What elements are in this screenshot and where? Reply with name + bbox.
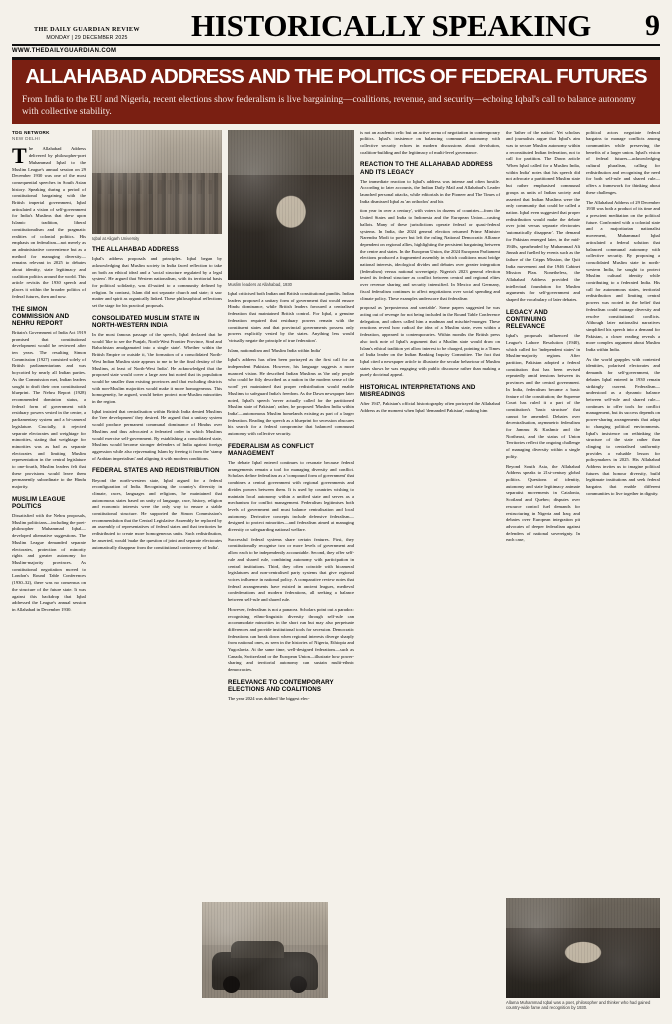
paragraph: political actors negotiate federal bargains to manage conflicts among communities while preserving the benefits of a larger union. Iqbal's vision of federal futures—acknowledging cultural pluralism, calling for redistribution and recognising the need for both self-rule and shared rule—offers a framework for thinking about these challenges. [586,129,660,195]
paragraph: is not an academic relic but an active arena of negotiation in contemporary politics. Iqbal's insistence on balancing communal autonomy with collective security echoes in modern discussions about devolution, coalition-building and the legitimacy of multi-level governance. [360,129,500,155]
masthead-left [12,26,162,41]
paragraph: However, federalism is not a panacea. Scholars point out a paradox: recognising ethno-linguistic diversity through self-rule can accommodate minorities in the short run but may also perpetuate differences and provide institutional tools for secession. Democratic federations can break down when regional interests diverge sharply from national ones, as seen in the histories of Nigeria, Ethiopia and Yugoslavia. At the same time, well-designed federations—such as Canada, Switzerland or the European Union—illustrate how power-sharing and territorial autonomy can sustain multi-ethnic democracies. [228,606,354,673]
publication-dateline: MONDAY | 29 DECEMBER 2025 [46,34,128,41]
photo-archival-group [228,130,354,280]
section-heading: FEDERAL STATES AND REDISTRIBUTION [92,467,220,475]
column-3 [228,130,354,1004]
page-title: HISTORICALLY SPEAKING [191,8,591,43]
paragraph: The immediate reaction to Iqbal's address was intense and often hostile. According to later accounts, the Indian Daily Mail and Allahabad's Leader launched personal attacks, while editorials in the Pioneer and The Times of India dismissed Iqbal as 'an orthodox' and his [360,178,500,204]
photo-vintage-car-wrap [202,902,328,998]
section-heading: THE SIMON COMMISSION AND NEHRU REPORT [12,305,70,327]
paragraph: Successful federal systems share certain features. First, they constitutionally recognise two or more levels of government and allow each to be independently accountable. Second, they offer self-rule and shared rule, combining autonomy with participation in central institutions. Third, they often coincide with bicameral legislatures and non-centralised party systems that give regional voices influence in national policy. A comparative review notes that federal arrangements have existed in ancient leagues, medieval confederations and modern federations, all seeking a balance between self-rule and shared rule. [228,536,354,603]
paragraph: The Allahabad Address of 29 December 1930 was both a product of its time and a prescient meditation on the political future. Confronted with a colonial state and a majoritarian nationalist movement, Muhammad Iqbal articulated a federal solution that balanced communal autonomy with collective security. By proposing a consolidated Muslim state in north-western India, he sought to protect Muslim cultural identity while contributing to a federated India. His call for autonomous states, territorial redistribution and limiting central powers was rooted in the belief that federalism could manage diversity and resolve constitutional conflicts. Although later nationalist narratives simplified his speech into a demand for Pakistan, a closer reading reveals a more complex argument about Muslim India within India. [586,199,660,353]
paragraph: Iqbal's address proposals and principles. Iqbal began by acknowledging that Muslim society in India faced reflection to take on both an ethical ideal and a 'social structure regulated by a legal system'. He argued that Western nationalism, with its territorial basis for political solidarity, was ill-suited to a community defined by religion. In contrast, Islam did not separate church and state; it saw matter and spirit as organically linked. These philosophical reflections set the stage for his practical proposals. [92,256,222,309]
section-heading: FEDERALISM AS CONFLICT MANAGEMENT [228,442,315,457]
masthead-url-row [12,46,660,60]
masthead [12,10,660,46]
section-heading: REACTION TO THE ALLAHABAD ADDRESS AND ITS LEGACY [360,161,493,176]
hero-banner [12,60,660,124]
photo-vintage-car [202,902,328,998]
paragraph: the 'father of the nation'. Yet scholars and journalists argue that Iqbal's aim was to secure Muslim autonomy within a reconstituted Indian federation, not to call for partition. The Dawn article 'When Iqbal called for a Muslim India, within India' notes that his speech did not advocate a partitioned Muslim state but rather emphasised communal groups as units of Indian society and asserted that Indian Muslims were the only community that could be called a nation. Iqbal even suggested that proper redistribution would make the debate over joint versus separate electorates 'automatically disappear'. The demand for Pakistan emerged later, in the mid-1940s, spearheaded by Muhammad Ali Jinnah and fuelled by events such as the failure of the Cripps Mission, the Quit India movement and the 1946 Cabinet Mission Plan. Nonetheless, the Allahabad Address provided the intellectual foundation for Muslim arguments for self-government and shaped the vocabulary of later debates. [506,129,580,303]
photo-caption: Iqbal at Aligarh University [92,235,140,241]
section-heading: MUSLIM LEAGUE POLITICS [12,495,66,510]
paragraph: Iqbal insisted that centralisation within British India denied Muslims the 'free development' they desired. He argued that a unitary system would produce permanent communal dominance of Hindus over Muslims and thus advocated a federated order in which Muslims would exercise self-government. By establishing a consolidated state, Muslims would become stronger defenders of India against foreign aggression while also rejuvenating Islam by freeing it from the 'stamp of Arabian imperialism' and aligning it with modern conditions. [92,408,222,461]
byline-location: NEW DELHI [12,135,41,141]
paragraph: Islam, nationalism and 'Muslim India within India' [228,347,321,353]
section-heading: CONSOLIDATED MUSLIM STATE IN NORTH-WESTERN INDIA [92,314,200,329]
paragraph: Beyond South Asia, the Allahabad Address speaks to 21st-century global politics. Questions of identity, autonomy and state legitimacy animate separatist movements in Catalonia, Scotland and Quebec; disputes over resource control fuel demands for restructuring in Nigeria and Iraq; and debates over European integration pit advocates of deeper federalism against defenders of national sovereignty. In each case, [506,463,580,543]
article-body [12,130,660,1004]
paragraph: proposal as 'preposterous and unviable'. Some papers suggested he was acting out of revenge for not being included in the Round Table Conference delegation, and others called him a madman and mischief-monger. These reactions reveal how radical the idea of a Muslim state, even within a federation, appeared to contemporaries. Within months the British press also took note of Iqbal's argument that a Muslim state would draw on Islam's ethical tradition yet allow interest to be charged, pointing to a Times of India leader on the Indian Banking Inquiry Committee. The fact that Iqbal cited a newspaper article to illustrate the secular behaviour of Muslim states shows he was engaging with public discourse rather than making a purely doctrinal appeal. [360,305,500,378]
photo-caption: Muslim leaders at Allahabad, 1930 [228,281,293,287]
paragraph: After 1947, Pakistan's official historiography often portrayed the Allahabad Address as the moment when Iqbal 'demanded Pakistan', making him [360,401,500,413]
paragraph: The year 2024 was dubbed 'the biggest elec- [228,696,310,702]
byline-author: TDG NETWORK [12,129,50,135]
column-2 [92,130,222,1004]
paragraph: The debate Iqbal entered continues to resonate because federal arrangements remain a tool for managing diversity and conflict. Scholars define federalism as a 'compound form of government' that combines a central government with regional governments and divides powers between them. It is used by countries wishing to maintain local autonomy within a unified state and serves as a mechanism for conflict management. Federalism legitimises both levels of government and must balance centralisation and local autonomy. Derivative concepts include defensive federalism—designed to protect minorities—and federalism aimed at managing diversity or safeguarding national welfare. [228,460,354,533]
photo-iqbal-portrait-wrap [506,898,660,1011]
column-1 [12,130,86,1004]
paragraph: Iqbal criticised both Indian and British constitutional pundits. Indian leaders proposed a unitary form of government that would ensure Hindu dominance, while British leaders favoured a centralised federation that maintained British control. For Iqbal, a genuine federation required that residuary powers remain with the constituent states and that provincial governments possess only powers explicitly vested by the states. Anything less would 'virtually negate the principle of true federation'. [228,291,354,343]
byline [12,130,86,143]
paragraph: As the world grapples with contested identities, polarised electorates and demands for self-government, the debates Iqbal entered in 1930 remain strikingly current. Federalism—understood as a dynamic balance between self-rule and shared rule—continues to offer tools for conflict management, but its success depends on power-sharing arrangements that adapt to changing political environments. Iqbal's insistence on rethinking the structure of the state rather than clinging to centralised uniformity provides a valuable lesson for policymakers in 2025. His Allahabad Address invites us to imagine political futures that honour diversity, build legitimate institutions and seek federal bargains that enable different communities to live together in dignity. [586,356,660,496]
website-url[interactable]: WWW.THEDAILYGUARDIAN.COM [12,48,117,54]
paragraph: Iqbal's address has often been portrayed as the first call for an independent Pakistan. However, his language suggests a more nuanced vision. He described Indian Muslims as 'the only people who could be fitly described as a nation in the modern sense of the word' yet maintained that proper redistribution would enable Muslims to safeguard India's freedom. As the Dawn newspaper later noted, Iqbal's speech 'never actually called for the partitioned Muslim state of Pakistan'; rather, he proposed 'Muslim India within India'—autonomous Muslim homelands existing as part of a larger federation. Reading the speech as a blueprint for secession obscures his search for a federal compromise that balanced communal autonomy with collective security. [228,357,354,437]
section-heading: LEGACY AND CONTINUING RELEVANCE [506,308,548,331]
photo-iqbal-aligarh [92,130,222,234]
section-heading: HISTORICAL INTERPRETATIONS AND MISREADINGS [360,384,476,399]
column-4 [360,130,500,1004]
paragraph: Iqbal's proposals influenced the League's Lahore Resolution (1940), which called for 'independent states' in Muslim-majority regions. After partition, Pakistan adopted a federal constitution that has been revised repeatedly amid tensions between its provinces and the central government. In India, federalism became a basic feature of the constitution; the Supreme Court has ruled it a part of the constitution's 'basic structure' that cannot be amended. Debates over decentralisation, asymmetric federalism for Jammu & Kashmir and the Northeast, and the status of Union Territories reflect the ongoing challenge of managing diversity within a single polity. [506,333,580,459]
photo-iqbal-portrait [506,898,660,998]
column-5 [506,130,580,1004]
paragraph: The Allahabad Address delivered by philosopher-poet Muhammad Iqbal to the Muslim League's annual session on 29 December 1930 was one of the most consequential speeches in South Asian history. Speaking during a period of constitutional bargaining with the British imperial government, Iqbal articulated a vision of self-government for India's Muslims that drew upon Islamic tradition, liberal constitutionalism and the pragmatic realities of colonial politics. His emphasis on federalism—not merely as an administrative convenience but as a method for managing diversity—remains relevant in 2025 to debates about identity, state legitimacy and coalition politics around the world. This article revisits the 1930 speech and places it within the broader politics of federal futures, then and now. [12,143,86,299]
paragraph: Dissatisfied with the Nehru proposals, Muslim politicians—including the poet-philosopher Muhammad Iqbal—developed alternative suggestions. The Muslim League demanded separate electorates, protection of minority rights and greater autonomy for Muslim-majority provinces. As constitutional negotiation moved to London's Round Table Conferences (1930–32), there was no consensus on the structure of the future state. It was against this backdrop that Iqbal addressed the League's annual session in Allahabad in December 1930. [12,513,86,612]
publication-name: THE DAILY GUARDIAN REVIEW [34,25,140,33]
paragraph: tion year in over a century', with voters in dozens of countries—from the United States and India to Indonesia and the European Union—casting ballots. Many of these jurisdictions operate federal or quasi-federal systems. In India, the 2024 general election returned Prime Minister Narendra Modi to power but left the ruling National Democratic Alliance dependent on regional allies, highlighting the persistent bargaining between the centre and states. In the European Union, the 2024 European Parliament elections produced a fragmented assembly in which coalitions must bridge national interests, ideological divides and debates over greater integration (federalism) versus national sovereignty. Nigeria's 2023 general election tested its federal structure as conflict between central and regional elites over revenue sharing and security intensified. In Mexico and Germany, fiscal federalism continues to affect negotiations over social spending and climate policy. These examples underscore that federalism [360,208,500,301]
article-standfirst: From India to the EU and Nigeria, recent elections show federalism is live bargaining—coalitions, revenue, and security—echoing Iqbal's call to balance autonomy with collective stability. [22,94,636,117]
section-heading: THE ALLAHABAD ADDRESS [92,246,180,254]
article-headline: ALLAHABAD ADDRESS AND THE POLITICS OF FEDERAL FUTURES [25,65,647,88]
paragraph: Beyond the north-western state, Iqbal argued for a federal reconfiguration of India. Recognising the country's diversity in climate, races, languages and religions, he maintained that autonomous states based on unity of language, race, history, religion and economic interests were the only way to ensure a stable constitutional structure. He supported the Simon Commission's recommendation that the Central Legislative Assembly be replaced by an assembly of representatives of federal states and that territories be redistributed to create more homogeneous units. Such redistribution, he asserted, would 'make the question of joint and separate electorates automatically disappear from the constitutional controversy of India'. [92,477,222,550]
section-heading: RELEVANCE TO CONTEMPORARY ELECTIONS AND COALITIONS [228,678,334,693]
column-6 [586,130,660,1004]
photo-caption: Allama Muhammad Iqbal was a poet, philosopher and thinker who had gained country-wide fame and recognition by 1930. [506,1000,651,1011]
paragraph: In the most famous passage of the speech, Iqbal declared that he would 'like to see the Punjab, North-West Frontier Province, Sind and Baluchistan amalgamated into a single state'. Whether within the British Empire or outside it, 'the formation of a consolidated North-West Indian Muslim state appears to me to be the final destiny of the Muslims, at least of North-West India'. He acknowledged that the proposed state would cover a large area but noted that its population would be smaller than existing provinces and that excluding districts with non-Muslim majorities would make it more homogeneous. This homogeneity, he argued, would better protect non-Muslim minorities in the region. [92,332,222,405]
page-number: 9 [645,9,660,42]
paragraph: Britain's Government of India Act 1919 promised that constitutional development would be reviewed after ten years. The resulting Simon Commission (1927) consisted solely of British parliamentarians and was boycotted by nearly all Indian parties. As the Commission met, Indian leaders sought to draft their own constitutional blueprint. The Nehru Report (1928) recommended dominion status, a federal form of government with residuary powers vested in the centre, a parliamentary system and a bi-cameral legislature. Crucially, it rejected separate electorates and weightage for minorities, stating that weightage for minorities was as bad as separate electorates and limiting Muslim representation in the central legislature to one-fourth, Muslim leaders felt that these provisions would leave them permanently subordinate to the Hindu majority. [12,329,86,490]
